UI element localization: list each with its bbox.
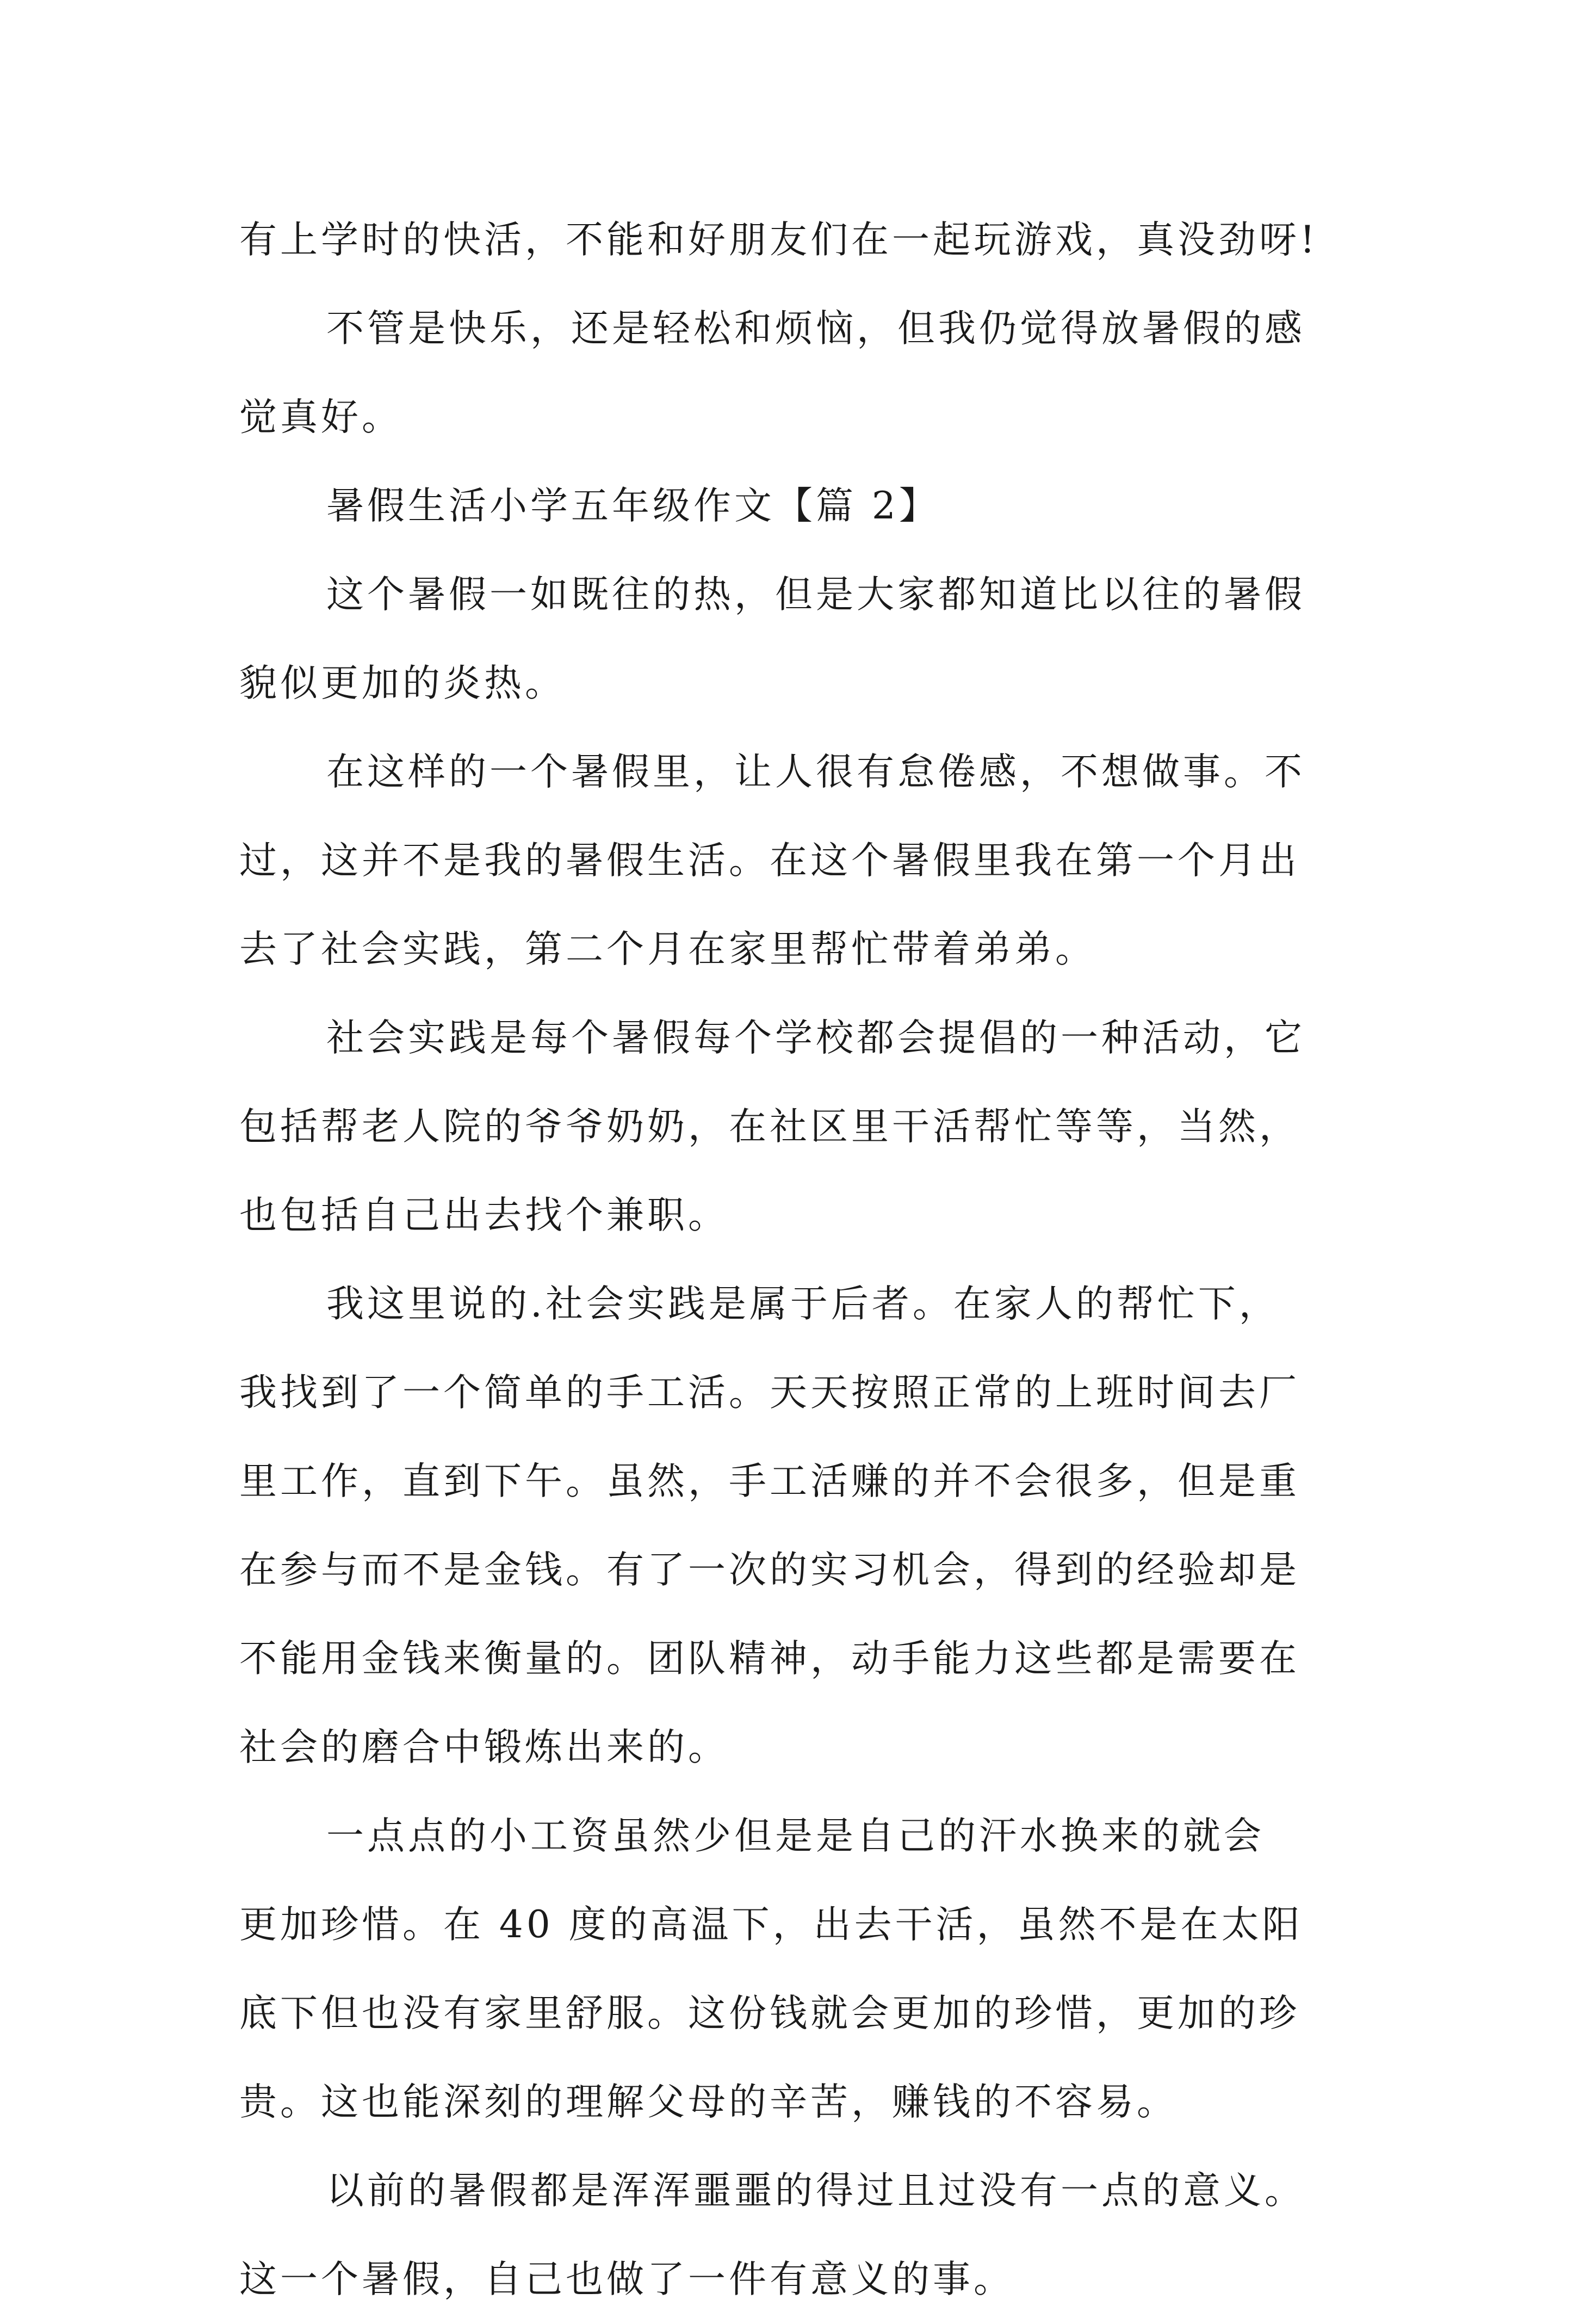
text-line: 觉真好。 <box>239 395 402 439</box>
text-line: 这个暑假一如既往的热，但是大家都知道比以往的暑假 <box>326 573 1305 616</box>
text-line: 在这样的一个暑假里，让人很有怠倦感，不想做事。不 <box>326 750 1305 794</box>
text-line: 不管是快乐，还是轻松和烦恼，但我仍觉得放暑假的感 <box>326 307 1305 350</box>
text-line: 更加珍惜。在 40 度的高温下，出去干活，虽然不是在太阳 <box>239 1903 1303 1946</box>
text-line: 里工作，直到下午。虽然，手工活赚的并不会很多，但是重 <box>239 1460 1300 1503</box>
text-line: 我这里说的.社会实践是属于后者。在家人的帮忙下， <box>326 1282 1280 1326</box>
text-line: 这一个暑假，自己也做了一件有意义的事。 <box>239 2258 1014 2301</box>
text-line: 包括帮老人院的爷爷奶奶，在社区里干活帮忙等等，当然， <box>239 1105 1300 1148</box>
text-line: 底下但也没有家里舒服。这份钱就会更加的珍惜，更加的珍 <box>239 1992 1300 2035</box>
text-line: 社会的磨合中锻炼出来的。 <box>239 1726 729 1769</box>
text-line: 社会实践是每个暑假每个学校都会提倡的一种活动，它 <box>326 1016 1305 1060</box>
text-line: 我找到了一个简单的手工活。天天按照正常的上班时间去厂 <box>239 1371 1300 1414</box>
text-line: 贵。这也能深刻的理解父母的辛苦，赚钱的不容易。 <box>239 2080 1178 2124</box>
text-line: 貌似更加的炎热。 <box>239 662 566 705</box>
text-line: 以前的暑假都是浑浑噩噩的得过且过没有一点的意义。 <box>326 2169 1305 2212</box>
text-line: 有上学时的快活，不能和好朋友们在一起玩游戏，真没劲呀! <box>239 218 1318 262</box>
text-line: 一点点的小工资虽然少但是是自己的汗水换来的就会 <box>326 1814 1265 1858</box>
text-line: 去了社会实践，第二个月在家里帮忙带着弟弟。 <box>239 928 1096 971</box>
text-line: 在参与而不是金钱。有了一次的实习机会，得到的经验却是 <box>239 1548 1300 1592</box>
text-line: 不能用金钱来衡量的。团队精神，动手能力这些都是需要在 <box>239 1637 1300 1680</box>
document-body <box>239 196 1349 2324</box>
text-line: 过，这并不是我的暑假生活。在这个暑假里我在第一个月出 <box>239 839 1300 882</box>
text-line: 也包括自己出去找个兼职。 <box>239 1194 729 1237</box>
section-heading: 暑假生活小学五年级作文【篇 2】 <box>326 484 940 528</box>
